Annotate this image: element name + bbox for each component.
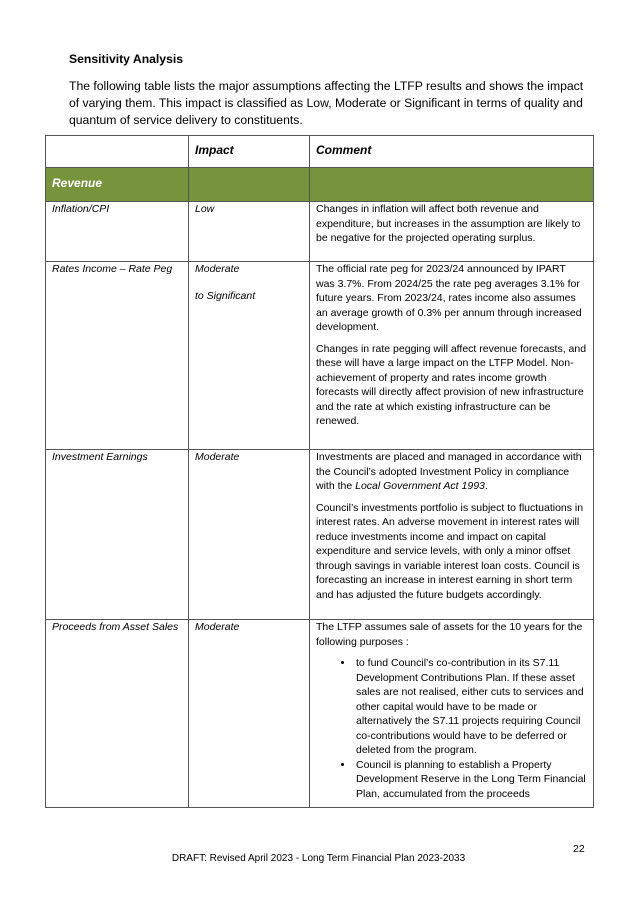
list-item: • to fund Council’s co-contribution in its S7.11 Development Contributions Plan. If these asset sales are not realised, either cuts to services and other capital would have to be made or alternatively the S7.11 projects requiring Council co-contributions would have to be deferred or deleted from the program. — [354, 656, 587, 758]
comment-paragraph: Council’s investments portfolio is subject to fluctuations in interest rates. An adverse movement in interest rates will reduce investments income and impact on capital expenditure and service levels, with only a minor offset through savings in variable interest loan costs. Council is forecasting an increase in interest earning in short term and has adjusted the future budgets accordingly. — [316, 501, 584, 601]
list-item: • Council is planning to establish a Property Development Reserve in the Long Term Financial Plan, accumulated from the proceeds — [354, 758, 587, 802]
row-item: Investment Earnings — [46, 450, 189, 620]
table-row — [46, 450, 594, 620]
table-row — [46, 202, 594, 262]
row-comment — [310, 620, 594, 808]
page-footer: DRAFT: Revised April 2023 - Long Term Financial Plan 2023-2033 — [171, 853, 466, 864]
row-impact: Moderate — [189, 620, 310, 808]
row-impact: Moderate — [189, 450, 310, 620]
row-comment — [310, 262, 594, 450]
comment-paragraph: Changes in rate pegging will affect revenue forecasts, and these will have a large impact on the LTFP Model. Non-achievement of property and rates income growth forecasts will directly affect provision of new infrastructure and the rate at which existing infrastructure can be renewed. — [316, 342, 587, 427]
section-heading: Sensitivity Analysis — [69, 52, 184, 66]
act-title: Local Government Act 1993 — [355, 480, 485, 492]
page-number: 22 — [573, 843, 585, 855]
sensitivity-table — [45, 135, 594, 808]
comment-paragraph: The LTFP assumes sale of assets for the 10 years for the following purposes : — [316, 621, 583, 648]
header-impact: Impact — [189, 136, 310, 168]
header-item — [46, 136, 189, 168]
comment-paragraph: The official rate peg for 2023/24 announced by IPART was 3.7%. From 2024/25 the rate peg averages 3.1% for future years. From 2023/24, rates income also assumes an average growth of 0.3% per annum through increased development. — [316, 263, 582, 333]
impact-line: Moderate — [195, 263, 240, 275]
header-comment: Comment — [310, 136, 594, 168]
comment-paragraph: Changes in inflation will affect both revenue and expenditure, but increases in the assumption are likely to be negative for the projected operating surplus. — [316, 203, 581, 244]
row-impact — [189, 262, 310, 450]
row-item: Rates Income – Rate Peg — [46, 262, 189, 450]
comment-paragraph: Investments are placed and managed in accordance with the Council’s adopted Investment Policy in compliance with the Local Government Act 1993. — [316, 451, 582, 492]
table-row — [46, 620, 594, 808]
table-row — [46, 262, 594, 450]
row-comment — [310, 450, 594, 620]
category-label: Revenue — [52, 176, 103, 190]
row-item: Inflation/CPI — [46, 202, 189, 262]
row-item: Proceeds from Asset Sales — [46, 620, 189, 808]
table-header-row — [46, 136, 594, 168]
intro-paragraph: The following table lists the major assumptions affecting the LTFP results and shows the impact of varying them. This impact is classified as Low, Moderate or Significant in terms of quality and quantum of service delivery to constituents. — [69, 79, 584, 127]
impact-line: to Significant — [195, 289, 256, 302]
purposes-list — [316, 656, 587, 801]
category-row — [46, 168, 594, 202]
row-impact: Low — [189, 202, 310, 262]
row-comment — [310, 202, 594, 262]
